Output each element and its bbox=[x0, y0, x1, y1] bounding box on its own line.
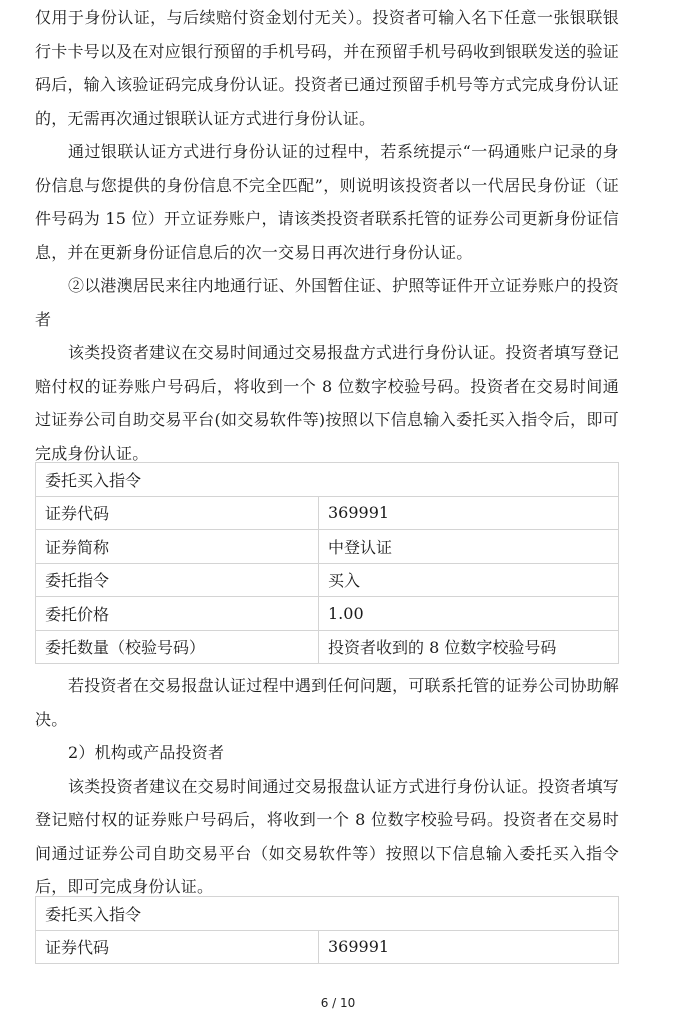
paragraph: 通过银联认证方式进行身份认证的过程中，若系统提示“一码通账户记录的身份信息与您提供的身份信息不完全匹配”，则说明该投资者以一代居民身份证（证件号码为 15 位）开立证券账户，请该类投资者联系托管的证券公司更新身份证信息，并在更新身份证信息后的次一交易日再次进行身份认证。 bbox=[35, 142, 619, 262]
table-row bbox=[36, 930, 619, 964]
paragraph: 若投资者在交易报盘认证过程中遇到任何问题，可联系托管的证券公司协助解决。 bbox=[35, 676, 619, 729]
table-row bbox=[36, 597, 619, 631]
field-label: 证券简称 bbox=[36, 530, 319, 564]
paragraph-subheading: 2）机构或产品投资者 bbox=[68, 743, 225, 762]
field-label: 委托指令 bbox=[36, 563, 319, 597]
table-row bbox=[36, 530, 619, 564]
table-header-row bbox=[36, 897, 619, 931]
page-number: 6 / 10 bbox=[320, 996, 356, 1010]
field-label: 委托数量（校验号码） bbox=[36, 630, 319, 664]
field-value: 中登认证 bbox=[319, 530, 619, 564]
table-header-row bbox=[36, 463, 619, 497]
field-label: 证券代码 bbox=[36, 496, 319, 530]
paragraph: 该类投资者建议在交易时间通过交易报盘认证方式进行身份认证。投资者填写登记赔付权的证券账户号码后，将收到一个 8 位数字校验号码。投资者在交易时间通过证券公司自助交易平台（如交易软件等）按照以下信息输入委托买入指令后，即可完成身份认证。 bbox=[35, 776, 619, 896]
buy-order-table bbox=[35, 462, 619, 664]
paragraph: 仅用于身份认证，与后续赔付资金划付无关）。投资者可输入名下任意一张银联银行卡卡号以及在对应银行预留的手机号码，并在预留手机号码收到银联发送的验证码后，输入该验证码完成身份认证。投资者已通过预留手机号等方式完成身份认证的，无需再次通过银联认证方式进行身份认证。 bbox=[35, 8, 619, 128]
table-header-cell: 委托买入指令 bbox=[36, 897, 619, 931]
field-label: 委托价格 bbox=[36, 597, 319, 631]
paragraph-group-top bbox=[35, 1, 619, 470]
buy-order-table-2 bbox=[35, 896, 619, 964]
table-row bbox=[36, 563, 619, 597]
table-header-cell: 委托买入指令 bbox=[36, 463, 619, 497]
field-value: 投资者收到的 8 位数字校验号码 bbox=[319, 630, 619, 664]
table-row bbox=[36, 630, 619, 664]
paragraph-subheading: ②以港澳居民来往内地通行证、外国暂住证、护照等证件开立证券账户的投资者 bbox=[35, 276, 619, 329]
field-value: 369991 bbox=[319, 496, 619, 530]
field-value: 1.00 bbox=[319, 597, 619, 631]
field-value: 369991 bbox=[319, 930, 619, 964]
paragraph-group-mid bbox=[35, 669, 619, 904]
paragraph: 该类投资者建议在交易时间通过交易报盘方式进行身份认证。投资者填写登记赔付权的证券账户号码后，将收到一个 8 位数字校验号码。投资者在交易时间通过证券公司自助交易平台(如交易软件等)按照以下信息输入委托买入指令后，即可完成身份认证。 bbox=[35, 343, 619, 463]
field-value: 买入 bbox=[319, 563, 619, 597]
table-row bbox=[36, 496, 619, 530]
field-label: 证券代码 bbox=[36, 930, 319, 964]
